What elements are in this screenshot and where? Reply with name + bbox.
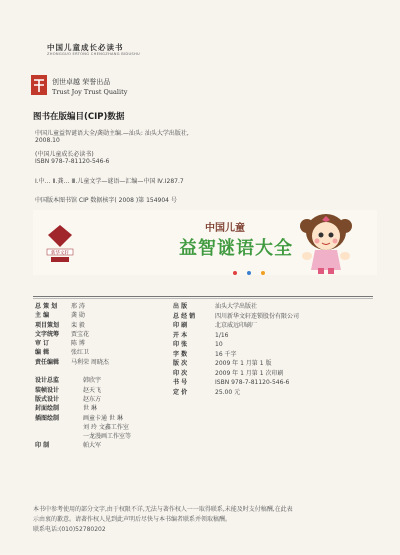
notice-contact: 联系电话:(010)52780202 [33,526,106,533]
pubinfo-key: 版 次 [173,360,188,367]
pubinfo-value: 10 [215,341,223,348]
credit-name: 栾 毅 [71,321,85,329]
pubinfo-row [173,331,299,341]
dot-icon [261,271,265,275]
credits-block [35,302,131,451]
credit-row [35,358,131,367]
cip-record-number: 中国版本图书馆 CIP 数据核字( 2008 )第 154904 号 [35,197,177,204]
credit-row [35,339,131,348]
credit-row [35,395,131,404]
notice-line: 本书中参考使用的部分文字,由于权限不详,无法与著作权人一一取得联系,未能及时支付稿酬,在此表 [33,506,293,513]
credit-name: 画童卡通 世 琳 [83,414,123,422]
credit-role: 装帧设计 [35,386,60,394]
pubinfo-value: 25.00 元 [215,388,241,396]
credit-name: 帕大军 [83,442,102,450]
credit-row [35,311,131,320]
pubinfo-row [173,312,299,322]
credit-role: 责任编辑 [35,358,60,366]
cip-line: (中国儿童成长必读书) [35,151,94,158]
pubinfo-row [173,359,299,369]
pubinfo-value: 北京威远印刷厂 [215,322,258,329]
pubinfo-value: 2009 年 1 月第 1 版 [215,360,272,367]
pubinfo-key: 印 张 [173,341,188,348]
pubinfo-key: 定 价 [173,388,188,396]
credit-name: 龚 勋 [71,312,85,320]
cip-line: 中国儿童益智谜语大全/龚勋主编.—汕头: 汕头大学出版社, [35,130,189,137]
credit-role: 主 编 [35,312,50,320]
pubinfo-key: 书 号 [173,379,188,386]
pubinfo-value: 16 千字 [215,350,237,358]
credit-role: 项目策划 [35,321,60,329]
credit-role: 印 制 [35,442,50,450]
credit-role: 总 策 划 [35,303,58,310]
pubinfo-value: ISBN 978-7-81120-546-6 [215,379,290,386]
credit-row [35,330,131,339]
credit-role: 封面绘制 [35,405,60,413]
notice-line: 示由衷的歉意。请著作权人见到此声明后尽快与本书编者联系并领取稿酬。 [33,516,232,523]
publisher-badge-label: 新华文轩 [51,251,69,256]
credit-name: 贾宝花 [71,330,90,338]
credit-name: 赵天飞 [83,386,102,394]
credit-name: 陈 博 [71,340,85,348]
title-banner [33,210,377,275]
pubinfo-value: 四川新华文轩连锁股份有限公司 [215,312,300,320]
credit-row [35,321,131,330]
credit-name: 邢 涛 [71,303,85,310]
pubinfo-value: 2009 年 1 月第 1 次印刷 [215,369,284,377]
credit-row [35,376,131,385]
cip-line: 2008.10 [35,137,60,144]
divider [33,298,373,299]
credit-row [35,414,131,423]
decorative-dots [233,260,270,279]
pubinfo-row [173,369,299,379]
credit-role: 文字统筹 [35,330,60,338]
credit-continuation: 一龙漫画工作室等 [83,433,132,441]
credit-name: 赵东方 [83,395,102,403]
credit-role: 审 订 [35,340,50,348]
credit-name: 世 琳 [83,405,97,413]
credit-name: 韩欣宇 [83,377,102,385]
credit-role: 编 辑 [35,349,50,357]
cip-title: 图书在版编目(CIP)数据 [33,112,125,122]
credit-row [35,348,131,357]
book-title-small: 中国儿童 [205,223,245,234]
publisher-badge-icon [46,223,74,263]
pubinfo-row [173,340,299,350]
book-title: 益智谜语大全 [179,238,293,259]
pubinfo-key: 出 版 [173,303,188,310]
cartoon-girl-illustration [291,210,361,275]
publication-info [173,302,299,397]
divider [33,296,373,297]
pubinfo-row [173,302,299,312]
credit-role: 插图绘制 [35,414,60,422]
credit-continuation: 刘 玲 文鑫工作室 [83,423,129,431]
cip-line: ISBN 978-7-81120-546-6 [35,158,110,165]
pubinfo-key: 总 经 销 [173,312,196,320]
pubinfo-row [173,321,299,331]
dot-icon [233,271,237,275]
credit-row [35,441,131,450]
brand-logo-icon [30,74,48,96]
pubinfo-row [173,378,299,388]
credit-name: 马利荣 周晓杰 [71,358,109,366]
brand-slogan: Trust Joy Trust Quality [52,88,128,96]
copyright-notice [33,505,373,535]
pubinfo-key: 印 刷 [173,322,188,329]
dot-icon [247,271,251,275]
pubinfo-key: 印 次 [173,369,188,377]
credit-row [35,302,131,311]
credit-role: 设计总监 [35,377,60,385]
cip-classification: Ⅰ.中… Ⅱ.龚… Ⅲ.儿童文学—谜语—汇编—中国 Ⅳ.I287.7 [35,178,184,185]
brand-block [30,74,170,100]
series-title: 中国儿童成长必读书 [47,43,124,52]
pubinfo-row [173,350,299,360]
pubinfo-key: 开 本 [173,331,188,339]
credit-row [35,386,131,395]
pubinfo-key: 字 数 [173,350,188,358]
credit-name: 张红卫 [71,349,90,357]
pubinfo-value: 1/16 [215,331,229,339]
credit-role: 版式设计 [35,395,60,403]
brand-name: 创世卓越 荣誉出品 [52,78,111,86]
pubinfo-value: 汕头大学出版社 [215,303,258,310]
pubinfo-row [173,388,299,398]
series-subtitle: ZHONGGUO ERTONG CHENGZHANG BIDUSHU [47,52,140,56]
credit-row [35,404,131,413]
